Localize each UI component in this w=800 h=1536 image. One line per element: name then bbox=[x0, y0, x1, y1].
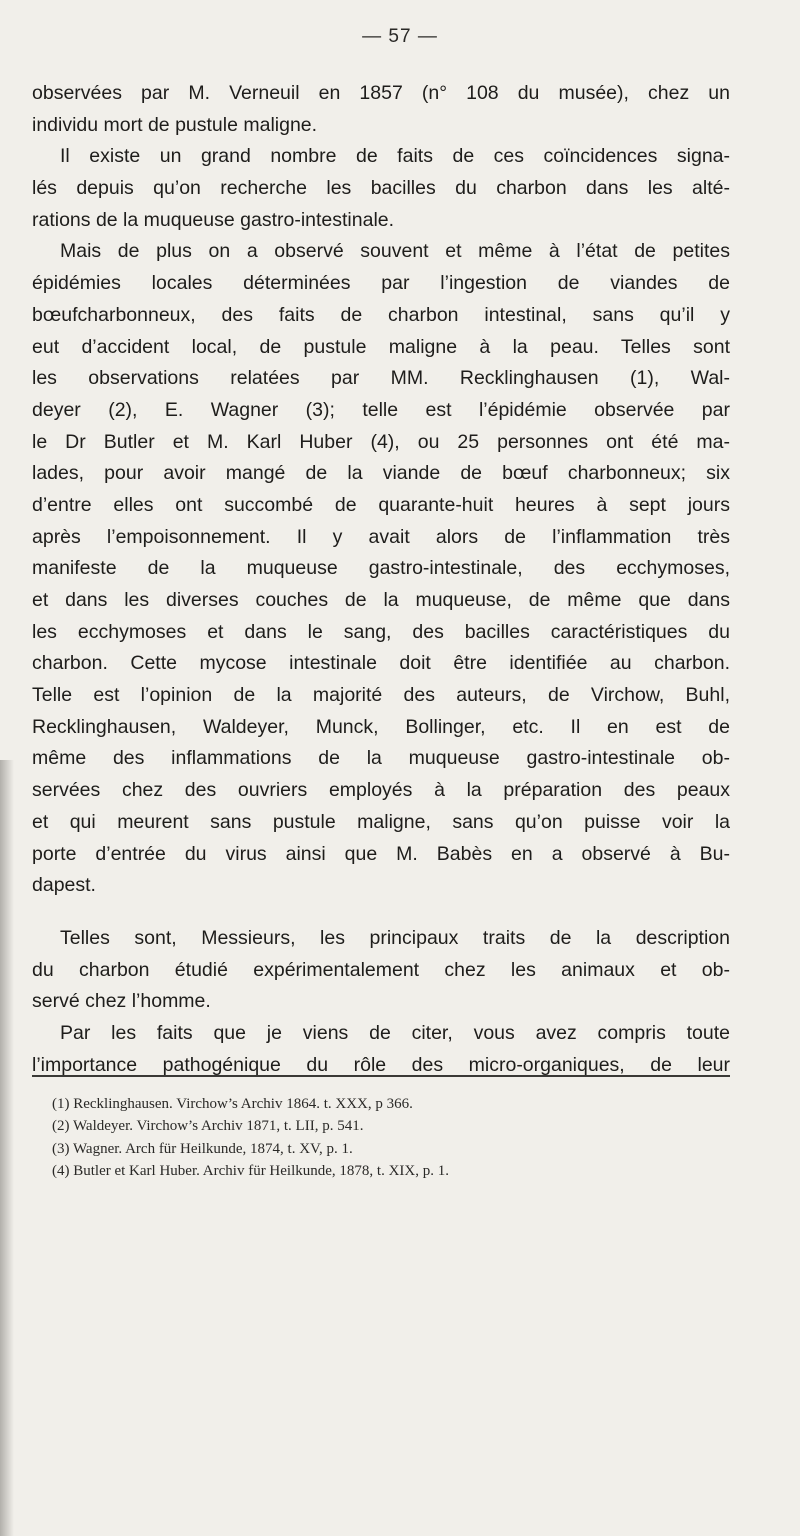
text-line: servé chez l’homme. bbox=[32, 990, 211, 1013]
text-line: Telle est l’opinion de la majorité des auteurs, de Virchow, Buhl, bbox=[32, 684, 730, 707]
paragraph-gap bbox=[32, 902, 730, 923]
text-line: servées chez des ouvriers employés à la préparation des peaux bbox=[32, 779, 730, 802]
text-line: après l’empoisonnement. Il y avait alors de l’inflammation très bbox=[32, 525, 730, 548]
text-line: manifeste de la muqueuse gastro-intestinale, des ecchymoses, bbox=[32, 557, 730, 580]
text-line: Telles sont, Messieurs, les principaux traits de la description bbox=[60, 926, 730, 949]
binding-shadow bbox=[0, 760, 14, 1536]
text-line: Par les faits que je viens de citer, vous avez compris toute bbox=[60, 1021, 730, 1044]
text-line: bœufcharbonneux, des faits de charbon intestinal, sans qu’il y bbox=[32, 303, 730, 326]
text-line: eut d’accident local, de pustule maligne à la peau. Telles sont bbox=[32, 335, 730, 358]
main-text bbox=[32, 78, 730, 1081]
text-line: dapest. bbox=[32, 874, 96, 897]
footnote-rule bbox=[32, 1075, 730, 1077]
footnote: (3) Wagner. Arch für Heilkunde, 1874, t. XV, p. 1. bbox=[52, 1140, 353, 1157]
text-line: deyer (2), E. Wagner (3); telle est l’épidémie observée par bbox=[32, 398, 730, 421]
text-line: charbon. Cette mycose intestinale doit être identifiée au charbon. bbox=[32, 652, 730, 675]
footnotes bbox=[52, 1093, 742, 1182]
text-line: Mais de plus on a observé souvent et même à l’état de petites bbox=[60, 240, 730, 263]
text-line: même des inflammations de la muqueuse gastro-intestinale ob- bbox=[32, 747, 730, 770]
page-number: — 57 — bbox=[362, 26, 438, 47]
text-line: épidémies locales déterminées par l’ingestion de viandes de bbox=[32, 272, 730, 295]
text-line: et dans les diverses couches de la muqueuse, de même que dans bbox=[32, 589, 730, 611]
text-line: et qui meurent sans pustule maligne, sans qu’on puisse voir la bbox=[32, 810, 730, 833]
text-line: les ecchymoses et dans le sang, des bacilles caractéristiques du bbox=[32, 620, 730, 643]
footnote: (2) Waldeyer. Virchow’s Archiv 1871, t. LII, p. 541. bbox=[52, 1118, 364, 1135]
text-line: lés depuis qu’on recherche les bacilles du charbon dans les alté- bbox=[32, 177, 730, 200]
text-line: d’entre elles ont succombé de quarante-huit heures à sept jours bbox=[32, 493, 730, 516]
text-line: lades, pour avoir mangé de la viande de bœuf charbonneux; six bbox=[32, 462, 730, 485]
text-line: Recklinghausen, Waldeyer, Munck, Bollinger, etc. Il en est de bbox=[32, 715, 730, 738]
footnote: (4) Butler et Karl Huber. Archiv für Heilkunde, 1878, t. XIX, p. 1. bbox=[52, 1162, 449, 1179]
text-line: l’importance pathogénique du rôle des micro-organiques, de leur bbox=[32, 1053, 730, 1076]
text-line: observées par M. Verneuil en 1857 (n° 108 du musée), chez un bbox=[32, 82, 730, 104]
text-line: rations de la muqueuse gastro-intestinale. bbox=[32, 208, 395, 231]
footnote: (1) Recklinghausen. Virchow’s Archiv 1864. t. XXX, p 366. bbox=[52, 1096, 413, 1112]
text-line: le Dr Butler et M. Karl Huber (4), ou 25 personnes ont été ma- bbox=[32, 430, 730, 453]
text-line: porte d’entrée du virus ainsi que M. Babès en a observé à Bu- bbox=[32, 842, 730, 865]
text-line: du charbon étudié expérimentalement chez les animaux et ob- bbox=[32, 958, 730, 981]
text-line: individu mort de pustule maligne. bbox=[32, 113, 318, 136]
text-line: les observations relatées par MM. Recklinghausen (1), Wal- bbox=[32, 367, 730, 390]
text-line: Il existe un grand nombre de faits de ces coïncidences signa- bbox=[60, 145, 730, 168]
